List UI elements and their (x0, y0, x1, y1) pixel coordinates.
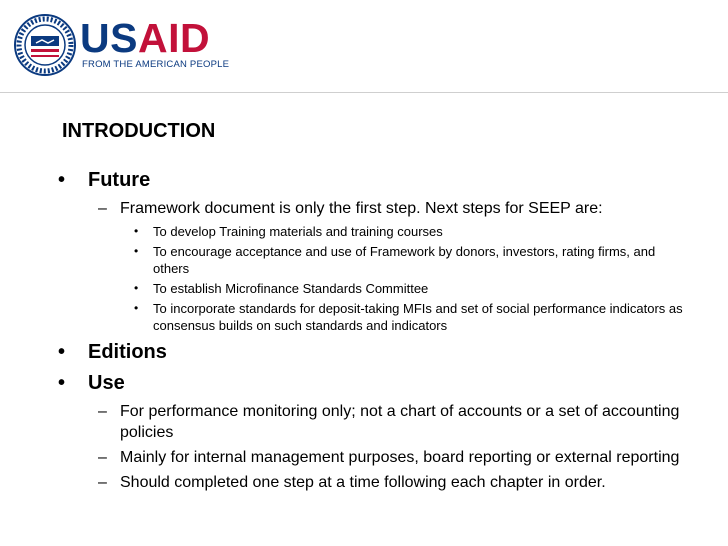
sub-bullet-text: Should completed one step at a time following each chapter in order. (120, 474, 606, 491)
dash-icon: – (98, 200, 107, 217)
header (0, 0, 728, 110)
sub-bullet (0, 198, 690, 219)
sub-sub-bullet-text: To develop Training materials and training courses (153, 224, 443, 239)
dash-icon: – (98, 449, 107, 466)
bullet-future (0, 165, 728, 196)
logo-us: US (80, 15, 138, 61)
sub-sub-bullet-text: To establish Microfinance Standards Committee (153, 281, 429, 296)
sub-sub-bullet (0, 300, 693, 334)
bullet-dot-icon: • (58, 169, 66, 191)
slide-content (0, 165, 728, 497)
bullet-label: Editions (88, 341, 167, 363)
header-divider (0, 92, 728, 93)
bullet-dot-icon: • (58, 372, 66, 394)
logo-aid: AID (137, 15, 211, 61)
dash-icon: – (98, 474, 107, 491)
bullet-dot-icon: • (58, 341, 66, 363)
sub-sub-bullet-text: To encourage acceptance and use of Framework by donors, investors, rating firms, and others (153, 244, 656, 276)
bullet-dot-icon: • (134, 301, 139, 315)
dash-icon: – (98, 403, 107, 420)
bullet-use (0, 368, 728, 399)
sub-bullet-text: Framework document is only the first step. Next steps for SEEP are: (120, 200, 603, 217)
sub-sub-bullet (0, 280, 693, 297)
sub-sub-bullet (0, 243, 693, 277)
bullet-label: Future (88, 169, 151, 191)
usaid-logo (80, 15, 211, 61)
sub-sub-bullet-text: To incorporate standards for deposit-taking MFIs and set of social performance indicators as consensus builds on such standards and indicators (153, 301, 683, 333)
tagline: FROM THE AMERICAN PEOPLE (82, 59, 230, 70)
sub-bullet-text: Mainly for internal management purposes, board reporting or external reporting (120, 449, 680, 466)
bullet-dot-icon: • (134, 244, 139, 258)
slide-title: INTRODUCTION (62, 120, 216, 142)
sub-bullet (0, 447, 690, 468)
bullet-label: Use (88, 372, 125, 394)
bullet-editions (0, 337, 728, 368)
sub-sub-bullet (0, 223, 693, 240)
sub-bullet (0, 472, 690, 493)
sub-bullet-text: For performance monitoring only; not a chart of accounts or a set of accounting policies (120, 403, 680, 441)
bullet-dot-icon: • (134, 224, 139, 238)
usaid-seal-icon (14, 14, 76, 76)
bullet-dot-icon: • (134, 281, 139, 295)
sub-bullet (0, 401, 690, 443)
